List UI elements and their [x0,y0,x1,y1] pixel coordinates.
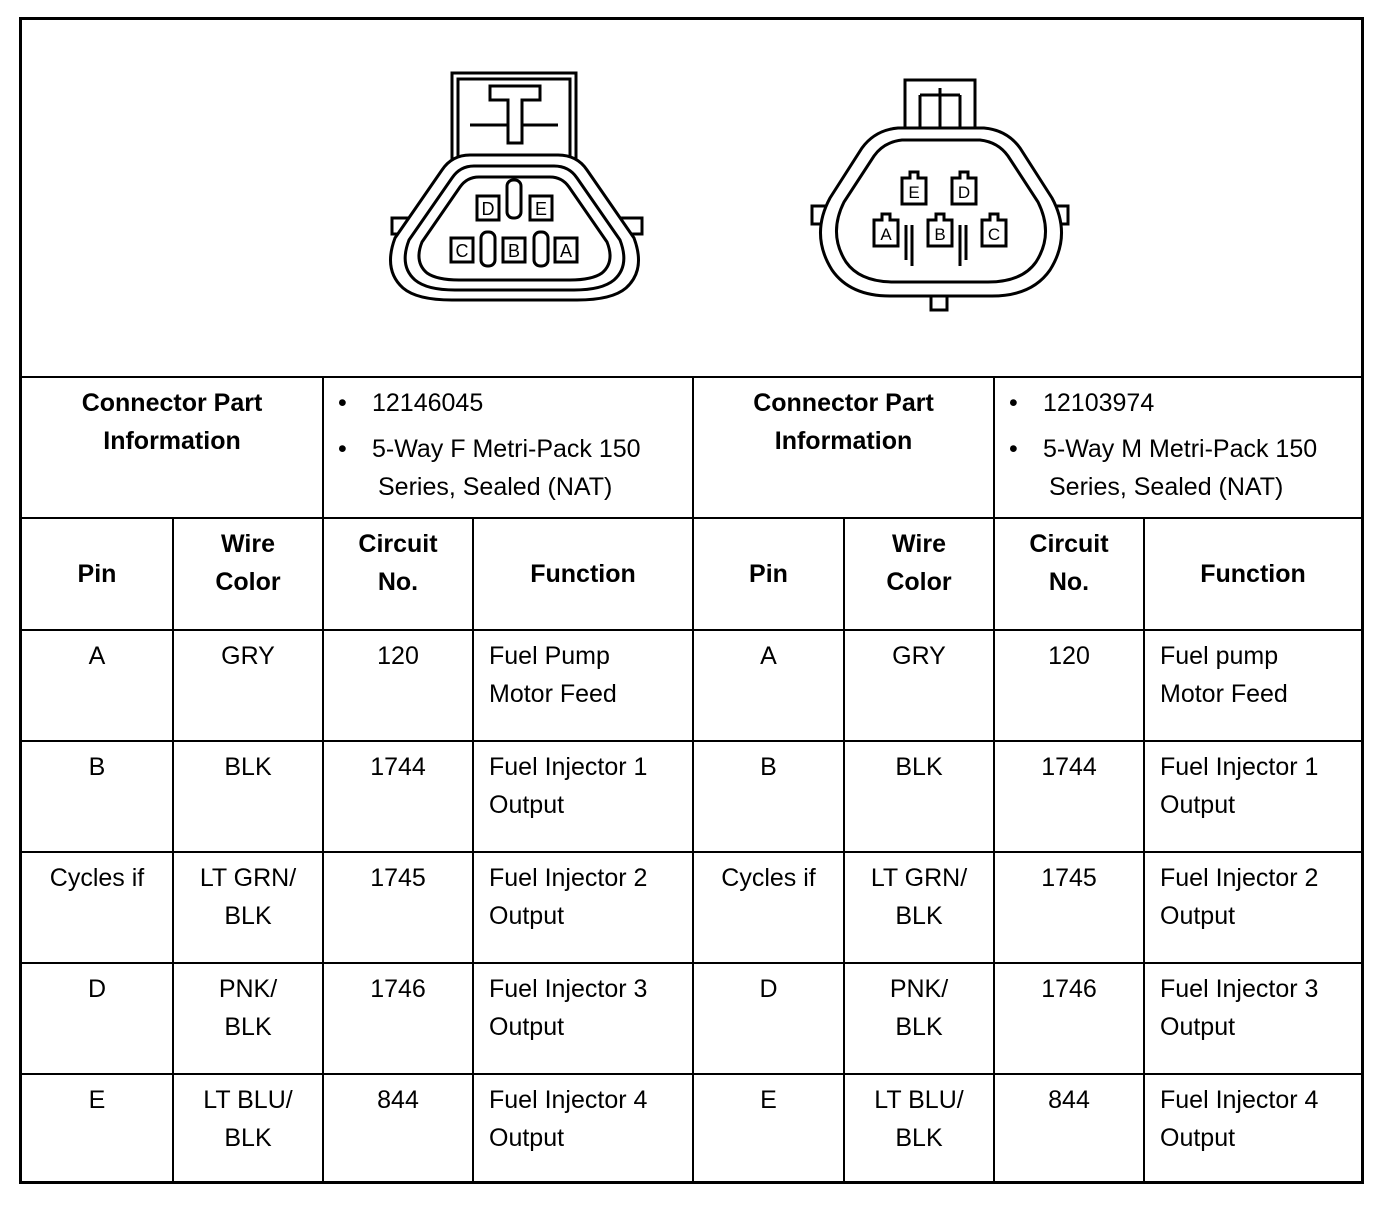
header-function: Function [1144,518,1361,630]
male-pin-label: C [987,225,1001,244]
header-pin: Pin [22,518,173,630]
connector-description: 5-Way F Metri-Pack 150 [372,435,641,463]
connector-pinout-sheet [19,17,1364,1184]
pin-cell: Cycles if [22,852,173,963]
function-cell: Fuel Injector 3 Output [1144,963,1361,1074]
pin-cell: E [693,1074,844,1181]
pin-cell: A [22,630,173,741]
circuit-cell: 1745 [323,852,473,963]
connector-info-row [22,378,1361,518]
circuit-cell: 1745 [994,852,1144,963]
table-row [22,852,1361,963]
part-number: 12103974 [1043,389,1155,417]
circuit-cell: 844 [323,1074,473,1181]
male-pin-label: D [957,183,971,202]
connector-diagram-area [22,20,1361,378]
function-cell: Fuel Pump Motor Feed [473,630,693,741]
pin-cell: D [693,963,844,1074]
pin-cell: A [693,630,844,741]
header-pin: Pin [693,518,844,630]
connector-part-info-heading-right: Connector Part Information [693,378,994,518]
connector-part-info-left: • 12146045 • 5-Way F Metri-Pack 150 Series, Sealed (NAT) [323,378,693,518]
circuit-cell: 1744 [994,741,1144,852]
pinout-table [22,378,1361,1181]
wire-color-cell: LT BLU/ BLK [173,1074,323,1181]
function-cell: Fuel Injector 1 Output [473,741,693,852]
part-number: 12146045 [372,389,484,417]
pin-cell: B [22,741,173,852]
female-pin-label: B [507,241,521,261]
function-cell: Fuel Injector 2 Output [1144,852,1361,963]
circuit-cell: 120 [323,630,473,741]
connector-description: 5-Way M Metri-Pack 150 [1043,435,1318,463]
wire-color-cell: GRY [173,630,323,741]
male-pin-label: A [880,225,892,244]
connector-part-info-right: • 12103974 • 5-Way M Metri-Pack 150 Series, Sealed (NAT) [994,378,1361,518]
circuit-cell: 120 [994,630,1144,741]
table-row [22,630,1361,741]
pin-cell: E [22,1074,173,1181]
function-cell: Fuel Injector 4 Output [1144,1074,1361,1181]
circuit-cell: 1744 [323,741,473,852]
pin-cell: D [22,963,173,1074]
column-header-row [22,518,1361,630]
male-connector-drawing [812,80,1068,310]
wire-color-cell: LT BLU/ BLK [844,1074,994,1181]
female-connector-drawing [391,73,643,300]
header-function: Function [473,518,693,630]
table-row [22,963,1361,1074]
connector-description-cont: Series, Sealed (NAT) [1049,473,1284,501]
connector-part-info-heading-left: Connector Part Information [22,378,323,518]
male-pin-label: B [934,225,946,244]
female-pin-label: E [534,199,548,219]
function-cell: Fuel Injector 4 Output [473,1074,693,1181]
female-pin-label: C [455,241,469,261]
connector-illustrations [22,20,1361,378]
wire-color-cell: PNK/ BLK [844,963,994,1074]
wire-color-cell: LT GRN/ BLK [844,852,994,963]
function-cell: Fuel pump Motor Feed [1144,630,1361,741]
circuit-cell: 1746 [323,963,473,1074]
female-pin-label: D [481,199,495,219]
table-row [22,1074,1361,1181]
header-circuit-no: Circuit No. [323,518,473,630]
wire-color-cell: PNK/ BLK [173,963,323,1074]
connector-description-cont: Series, Sealed (NAT) [378,473,613,501]
table-row [22,741,1361,852]
pin-cell: Cycles if [693,852,844,963]
function-cell: Fuel Injector 1 Output [1144,741,1361,852]
female-pin-label: A [559,241,573,261]
pin-cell: B [693,741,844,852]
wire-color-cell: BLK [173,741,323,852]
header-wire-color: Wire Color [844,518,994,630]
wire-color-cell: LT GRN/ BLK [173,852,323,963]
header-wire-color: Wire Color [173,518,323,630]
wire-color-cell: BLK [844,741,994,852]
wire-color-cell: GRY [844,630,994,741]
male-pin-label: E [908,183,920,202]
function-cell: Fuel Injector 2 Output [473,852,693,963]
function-cell: Fuel Injector 3 Output [473,963,693,1074]
circuit-cell: 844 [994,1074,1144,1181]
header-circuit-no: Circuit No. [994,518,1144,630]
circuit-cell: 1746 [994,963,1144,1074]
